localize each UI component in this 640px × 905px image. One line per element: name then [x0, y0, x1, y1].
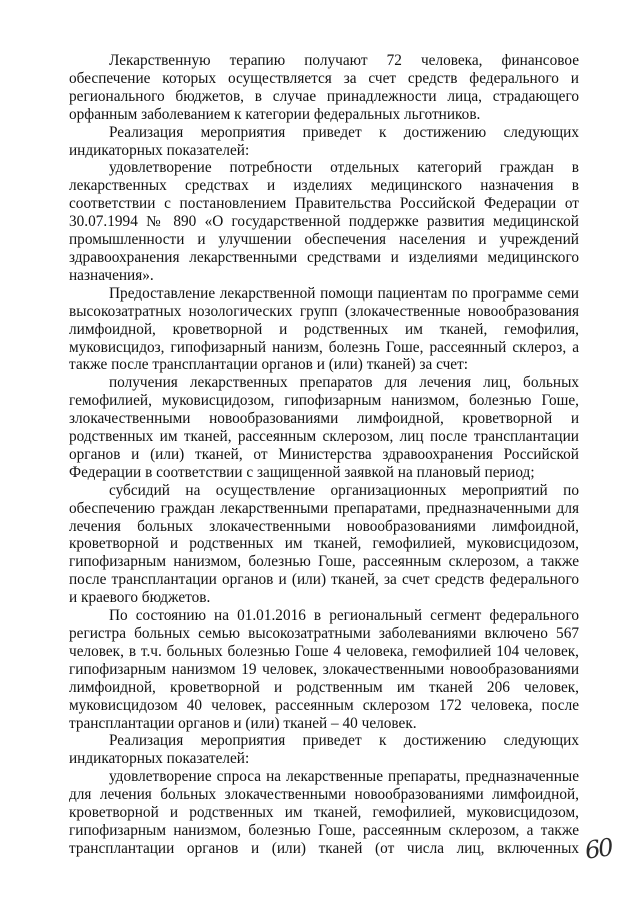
page-number: 60 — [583, 833, 614, 865]
paragraph-1: Лекарственную терапию получают 72 человека, финансовое обеспечение которых осуществляется за счет средств федерального и регионального бюджетов, в случае принадлежности лица, страдающего орфанным заболеванием к категории федеральных льготников. — [69, 52, 579, 123]
paragraph-4: Предоставление лекарственной помощи пациентам по программе семи высокозатратных нозологических групп (злокачественные новообразования лимфоидной, кроветворной и родственных им тканей, гемофилия, муковисцидоз, гипофизарный нанизм, болезнь Гоше, рассеянный склероз, а также после трансплантации органов и (или) тканей) за счет: — [69, 284, 579, 374]
paragraph-2: Реализация мероприятия приведет к достижению следующих индикаторных показателей: — [69, 123, 579, 159]
paragraph-6: субсидий на осуществление организационных мероприятий по обеспечению граждан лекарственными препаратами, предназначенными для лечения больных злокачественными новообразованиями лимфоидной, кроветворной и родственных им тканей, гемофилией, муковисцидозом, гипофизарным нанизмом, болезнью Гоше, рассеянным склерозом, а также после трансплантации органов и (или) тканей, за счет средств федерального и краевого бюджетов. — [69, 481, 579, 607]
body-text — [69, 52, 579, 858]
paragraph-5: получения лекарственных препаратов для лечения лиц, больных гемофилией, муковисцидозом, гипофизарным нанизмом, болезнью Гоше, злокачественными новообразованиями лимфоидной, кроветворной и родственных им тканей, рассеянным склерозом, лиц после трансплантации органов и (или) тканей, от Министерства здравоохранения Российской Федерации в соответствии с защищенной заявкой на плановый период; — [69, 374, 579, 481]
paragraph-8: Реализация мероприятия приведет к достижению следующих индикаторных показателей: — [69, 732, 579, 768]
paragraph-3: удовлетворение потребности отдельных категорий граждан в лекарственных средствах и изделиях медицинского назначения в соответствии с постановлением Правительства Российской Федерации от 30.07.1994 № 890 «О государственной поддержке развития медицинской промышленности и улучшении обеспечения населения и учреждений здравоохранения лекарственными средствами и изделиями медицинского назначения». — [69, 159, 579, 284]
paragraph-9: удовлетворение спроса на лекарственные препараты, предназначенные для лечения больных злокачественными новообразованиями лимфоидной, кроветворной и родственных им тканей, гемофилией, муковисцидозом, гипофизарным нанизмом, болезнью Гоше, рассеянным склерозом, а также трансплантации органов и (или) тканей (от числа лиц, включенных — [69, 768, 579, 857]
paragraph-7: По состоянию на 01.01.2016 в региональный сегмент федерального регистра больных семью высокозатратными заболеваниями включено 567 человек, в т.ч. больных болезнью Гоше 4 человека, гемофилией 104 человек, гипофизарным нанизмом 19 человек, злокачественными новообразованиями лимфоидной, кроветворной и родственным им тканей 206 человек, муковисцидозом 40 человек, рассеянным склерозом 172 человека, после трансплантации органов и (или) тканей – 40 человек. — [69, 607, 579, 732]
